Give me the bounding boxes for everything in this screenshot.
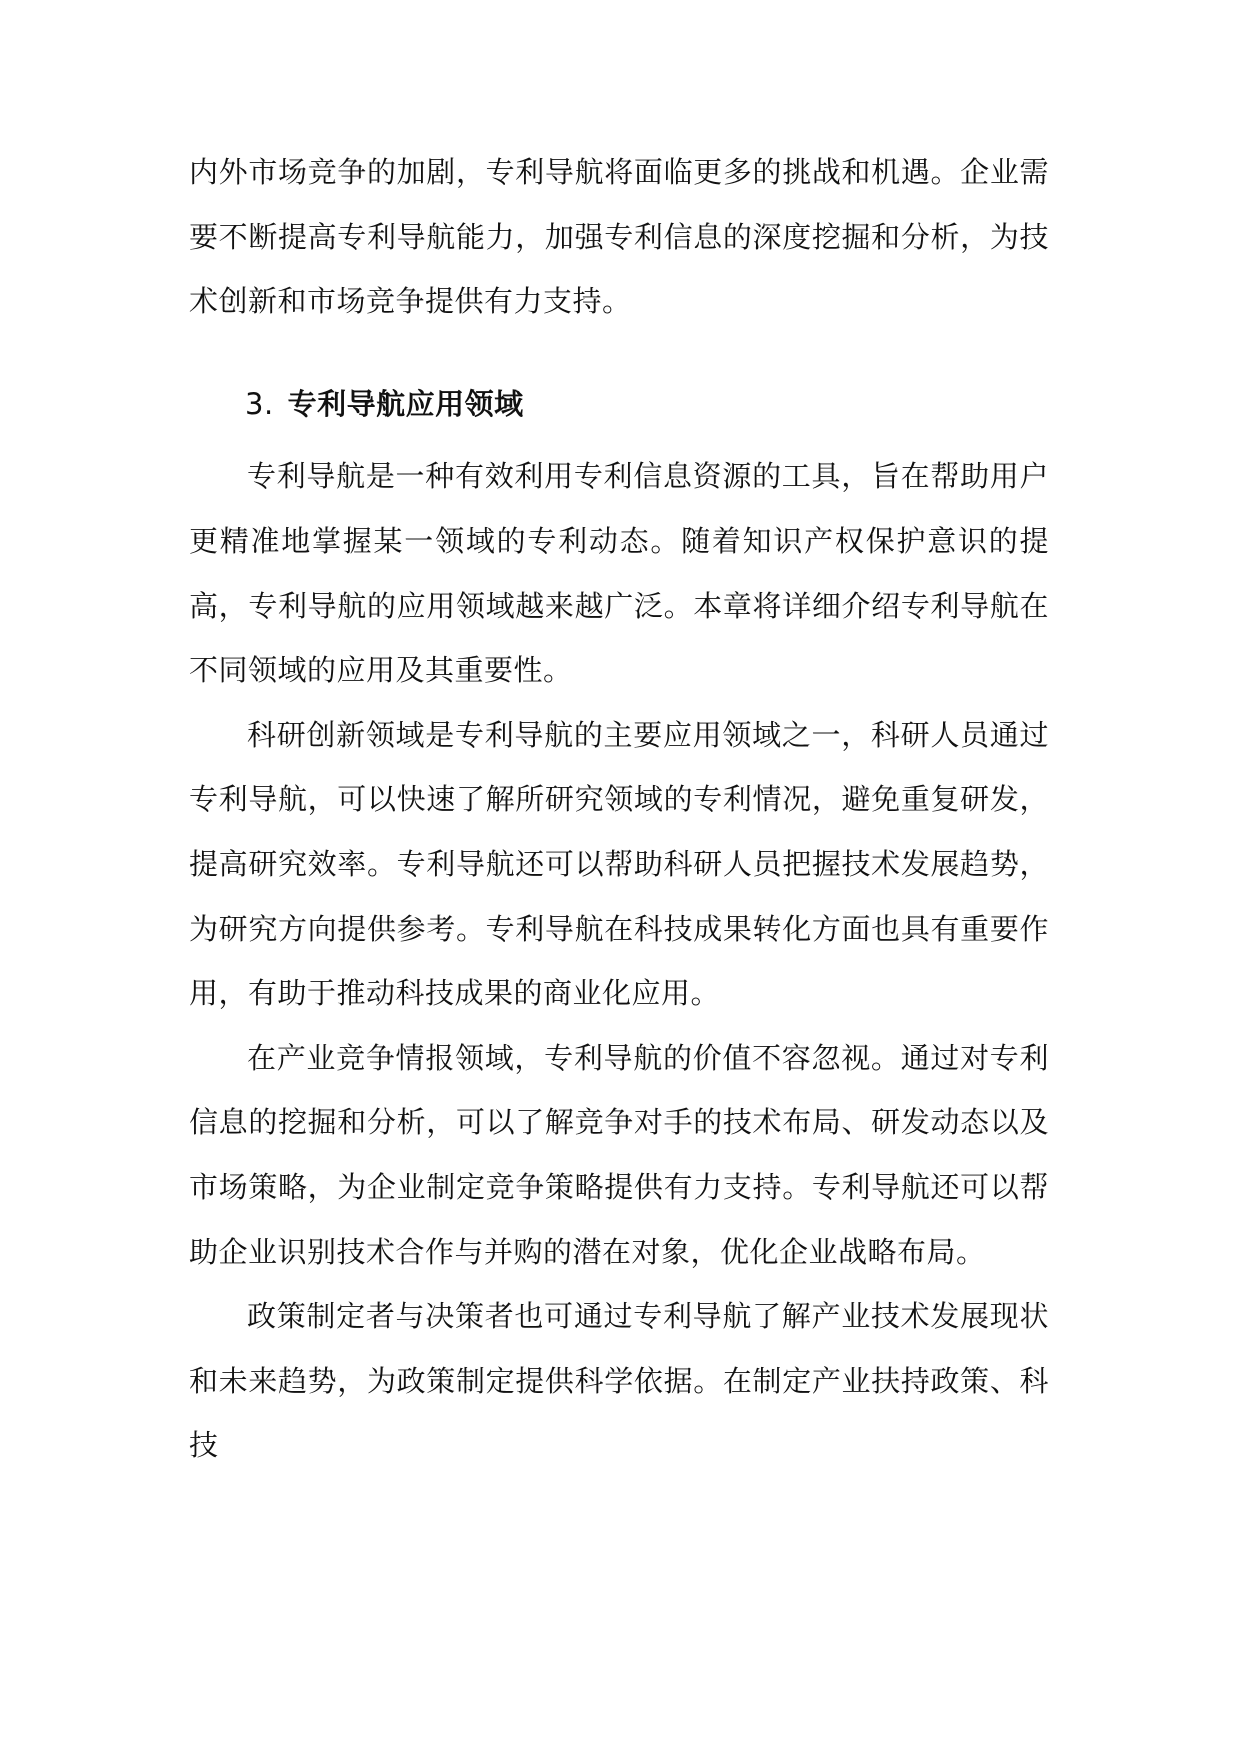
body-paragraph-1: 专利导航是一种有效利用专利信息资源的工具，旨在帮助用户更精准地掌握某一领域的专利动态。随着知识产权保护意识的提高，专利导航的应用领域越来越广泛。本章将详细介绍专利导航在不同领域的应用及其重要性。 [189, 459, 1049, 688]
intro-paragraph: 内外市场竞争的加剧，专利导航将面临更多的挑战和机遇。企业需要不断提高专利导航能力，加强专利信息的深度挖掘和分析，为技术创新和市场竞争提供有力支持。 [189, 155, 1049, 319]
body-paragraph-2: 科研创新领域是专利导航的主要应用领域之一，科研人员通过专利导航，可以快速了解所研究领域的专利情况，避免重复研发，提高研究效率。专利导航还可以帮助科研人员把握技术发展趋势，为研究方向提供参考。专利导航在科技成果转化方面也具有重要作用，有助于推动科技成果的商业化应用。 [189, 717, 1049, 1011]
body-paragraph-3: 在产业竞争情报领域，专利导航的价值不容忽视。通过对专利信息的挖掘和分析，可以了解竞争对手的技术布局、研发动态以及市场策略，为企业制定竞争策略提供有力支持。专利导航还可以帮助企业识别技术合作与并购的潜在对象，优化企业战略布局。 [189, 1040, 1049, 1269]
heading-spacer [189, 436, 1049, 444]
section-heading [189, 372, 1049, 437]
body-paragraph-4: 政策制定者与决策者也可通过专利导航了解产业技术发展现状和未来趋势，为政策制定提供科学依据。在制定产业扶持政策、科技 [189, 1299, 1049, 1463]
section-title: 专利导航应用领域 [287, 386, 524, 421]
section-number: 3. [245, 386, 274, 421]
document-body [189, 140, 1049, 1478]
